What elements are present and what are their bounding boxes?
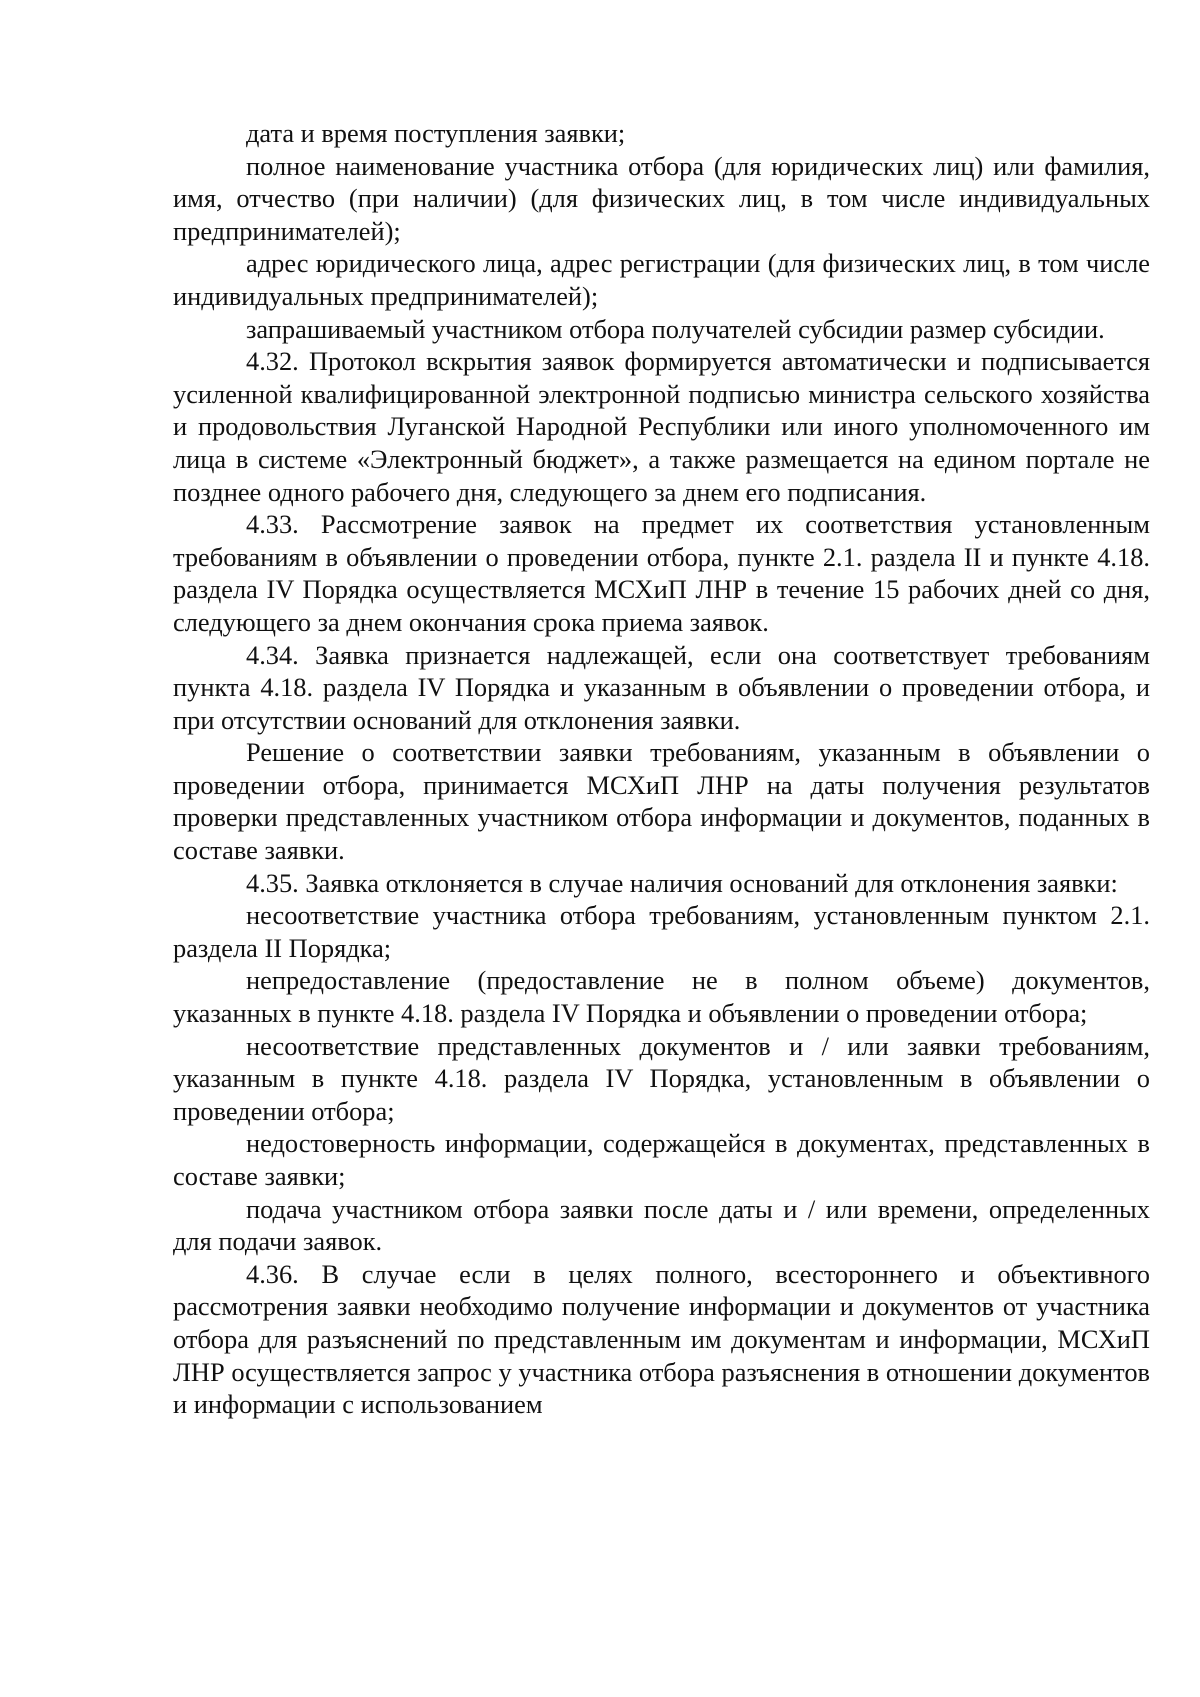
paragraph-application-datetime: дата и время поступления заявки; [246,118,626,148]
paragraph-rejection-reason-4: недостоверность информации, содержащейся в документах, представленных в составе заявки; [173,1128,1150,1191]
paragraph-participant-address: адрес юридического лица, адрес регистрации (для физических лиц, в том числе индивидуальных предпринимателей); [173,248,1150,311]
paragraph-4-35: 4.35. Заявка отклоняется в случае наличия оснований для отклонения заявки: [246,867,1118,898]
paragraph-rejection-reason-2: непредоставление (предоставление не в полном объеме) документов, указанных в пункте 4.18. раздела IV Порядка и объявлении о проведении отбора; [173,965,1150,1029]
paragraph-requested-subsidy: запрашиваемый участником отбора получателей субсидии размер субсидии. [246,313,1105,344]
paragraph-4-32: 4.32. Протокол вскрытия заявок формируется автоматически и подписывается усиленной квалифицированной электронной подписью министра сельского хозяйства и продовольствия Луганской Народной Республики или иного уполномоченного им лица в системе «Электронный бюджет», а также размещается на едином портале не позднее одного рабочего дня, следующего за днем его подписания. [173,346,1150,507]
paragraph-rejection-reason-3: несоответствие представленных документов и / или заявки требованиям, указанным в пункте 4.18. раздела IV Порядка, установленным в объявлении о проведении отбора; [173,1030,1150,1126]
paragraph-4-33: 4.33. Рассмотрение заявок на предмет их соответствия установленным требованиям в объявлении о проведении отбора, пункте 2.1. раздела II и пункте 4.18. раздела IV Порядка осуществляется МСХиП ЛНР в течение 15 рабочих дней со дня, следующего за днем окончания срока приема заявок. [173,509,1150,637]
paragraph-compliance-decision: Решение о соответствии заявки требованиям, указанным в объявлении о проведении отбора, принимается МСХиП ЛНР на даты получения результатов проверки представленных участником отбора информации и документов, поданных в составе заявки. [173,737,1150,866]
paragraph-rejection-reason-1: несоответствие участника отбора требованиям, установленным пунктом 2.1. раздела II Порядка; [173,900,1150,963]
paragraph-4-36: 4.36. В случае если в целях полного, всестороннего и объективного рассмотрения заявки необходимо получение информации и документов от участника отбора для разъяснений по представленным им документам и информации, МСХиП ЛНР осуществляется запрос у участника отбора разъяснения в отношении документов и информации с использованием [173,1258,1150,1420]
document-body [173,117,1150,1421]
paragraph-participant-name: полное наименование участника отбора (для юридических лиц) или фамилия, имя, отчество (при наличии) (для физических лиц, в том числе индивидуальных предпринимателей); [173,150,1150,246]
paragraph-rejection-reason-5: подача участником отбора заявки после даты и / или времени, определенных для подачи заявок. [173,1193,1150,1257]
paragraph-4-34: 4.34. Заявка признается надлежащей, если она соответствует требованиям пункта 4.18. раздела IV Порядка и указанным в объявлении о проведении отбора, и при отсутствии оснований для отклонения заявки. [173,639,1150,735]
